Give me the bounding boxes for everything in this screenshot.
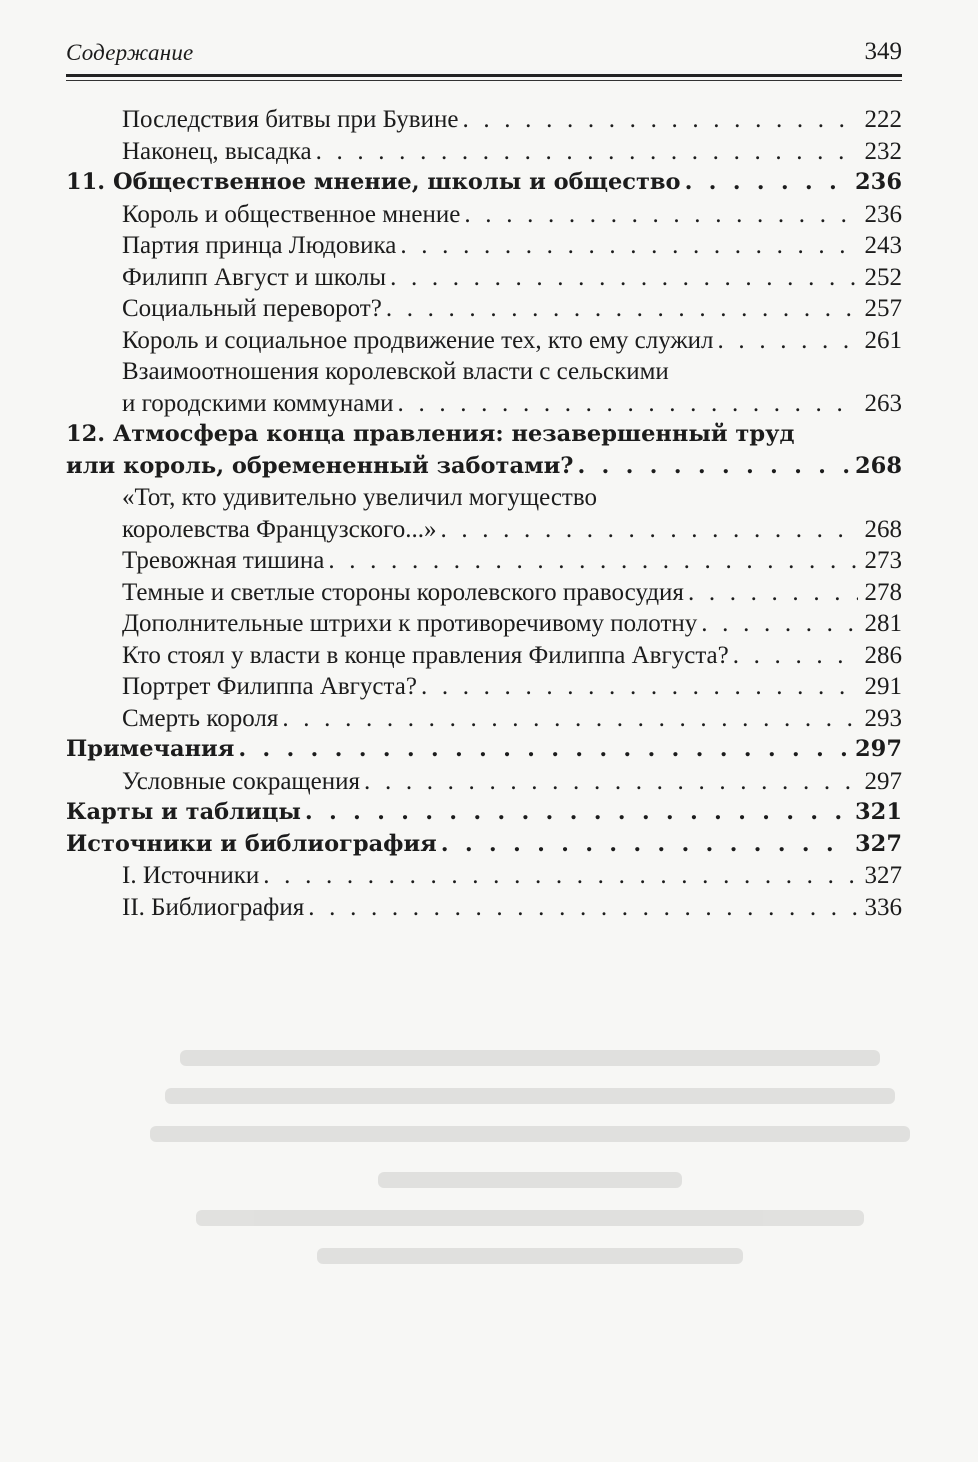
toc-entry-title: Портрет Филиппа Августа? [122,673,417,700]
dot-leader [733,640,858,672]
toc-entry-title: Примечания [66,736,235,762]
dot-leader [328,545,858,577]
toc-entry-row [122,199,902,231]
toc-entry-row [122,293,902,325]
toc-section-entry [66,136,902,168]
toc-entry-title: Наконец, высадка [122,137,312,165]
toc-page-number: 273 [864,547,902,574]
toc-chapter-entry [66,167,902,199]
toc-page-number: 232 [864,137,902,165]
reverse-side-show-through [150,1050,910,1270]
toc-section-entry [66,545,902,577]
toc-entry-row [122,545,902,577]
toc-page-number: 236 [864,200,902,228]
dot-leader [685,167,849,199]
toc-section-entry [66,356,902,419]
toc-page-number: 281 [864,610,902,637]
dot-leader [400,230,858,262]
toc-section-entry [66,640,902,672]
dot-leader [316,136,858,168]
toc-entry-row [122,892,902,924]
dot-leader [364,766,858,798]
toc-page-number: 261 [864,326,902,354]
dot-leader [718,325,858,357]
toc-section-entry [66,293,902,325]
toc-entry-title: Король и социальное продвижение тех, кто ему служил [122,326,714,354]
toc-section-entry [66,230,902,262]
toc-entry-title-line: Взаимоотношения королевской власти с сельскими [122,358,669,385]
toc-section-entry [66,892,902,924]
dot-leader [263,860,858,892]
toc-entry-title-line: «Тот, кто удивительно увеличил могущество [122,484,597,511]
toc-page-number: 252 [864,263,902,291]
toc-entry-row [122,703,902,735]
toc-entry-row [122,640,902,672]
toc-page-number: 278 [864,578,902,606]
toc-page-number: 293 [864,704,902,732]
toc-section-entry [66,262,902,294]
dot-leader [462,104,858,136]
page-number: 349 [864,38,902,65]
toc-entry-row [122,577,902,609]
running-head [66,38,902,72]
dot-leader [577,451,849,483]
toc-entry-title: Король и общественное мнение [122,200,461,228]
toc-page-number: 327 [855,830,902,857]
toc-section-entry [66,199,902,231]
toc-page-number: 291 [864,673,902,700]
dot-leader [305,797,849,829]
toc-entry-row [122,388,902,420]
toc-page-number: 268 [864,515,902,543]
toc-entry-row [66,734,902,766]
toc-section-entry [66,608,902,640]
dot-leader [441,829,849,861]
toc-entry-row [122,860,902,892]
toc-entry-title-line: 12. Атмосфера конца правления: незавершенный труд [66,421,795,447]
table-of-contents [66,104,902,923]
toc-entry-title: Тревожная тишина [122,547,325,574]
toc-page-number: 263 [864,389,902,417]
toc-entry-row [122,262,902,294]
toc-entry-row [122,608,902,640]
toc-entry-title: или король, обремененный заботами? [66,452,574,479]
running-title: Содержание [66,40,194,65]
header-rule-thick [66,74,902,77]
dot-leader [464,199,858,231]
toc-section-entry [66,577,902,609]
toc-entry-title: и городскими коммунами [122,389,394,417]
toc-page-number: 268 [855,452,902,479]
toc-entry-row [122,766,902,798]
toc-chapter-entry [66,797,902,829]
toc-chapter-entry [66,829,902,861]
toc-entry-row [66,451,902,483]
toc-entry-row [122,104,902,136]
toc-section-entry [66,671,902,703]
toc-entry-title: Последствия битвы при Бувине [122,106,459,133]
toc-entry-row [122,230,902,262]
toc-page-number: 321 [855,799,902,825]
toc-entry-title: 11. Общественное мнение, школы и общество [66,169,681,195]
header-rule-thin [66,80,902,81]
toc-section-entry [66,860,902,892]
toc-section-entry [66,703,902,735]
dot-leader [390,262,858,294]
toc-entry-title: Карты и таблицы [66,799,301,825]
toc-page-number: 327 [864,862,902,889]
toc-section-entry [66,325,902,357]
toc-entry-title: Филипп Август и школы [122,263,387,291]
toc-entry-title: Смерть короля [122,704,279,732]
toc-chapter-entry [66,419,902,482]
toc-page-number: 297 [864,767,902,795]
toc-page-number: 222 [864,106,902,133]
toc-page-number: 286 [864,641,902,669]
toc-page-number: 236 [855,169,902,195]
dot-leader [386,293,858,325]
toc-section-entry [66,766,902,798]
toc-entry-title: II. Библиография [122,893,305,921]
dot-leader [282,703,858,735]
toc-entry-title: Темные и светлые стороны королевского правосудия [122,578,684,606]
toc-entry-title: Партия принца Людовика [122,232,397,259]
toc-entry-title: королевства Французского...» [122,515,437,543]
toc-entry-row [122,514,902,546]
dot-leader [421,671,858,703]
toc-entry-row [66,797,902,829]
dot-leader [398,388,858,420]
toc-entry-row [122,136,902,168]
toc-entry-row [66,829,902,861]
toc-entry-title: Источники и библиография [66,830,437,857]
dot-leader [701,608,858,640]
toc-section-entry [66,104,902,136]
toc-section-entry [66,482,902,545]
toc-entry-title: Кто стоял у власти в конце правления Филиппа Августа? [122,641,729,669]
toc-entry-title: Дополнительные штрихи к противоречивому полотну [122,610,698,637]
toc-entry-title: Социальный переворот? [122,295,382,322]
toc-entry-title: Условные сокращения [122,767,361,795]
toc-chapter-entry [66,734,902,766]
dot-leader [688,577,858,609]
toc-entry-row [122,325,902,357]
toc-entry-row [122,671,902,703]
toc-page-number: 243 [864,232,902,259]
toc-page-number: 297 [855,736,902,762]
dot-leader [238,734,849,766]
toc-page-number: 257 [864,295,902,322]
toc-page-number: 336 [864,893,902,921]
toc-entry-title: I. Источники [122,862,260,889]
dot-leader [440,514,858,546]
dot-leader [308,892,858,924]
toc-entry-row [66,167,902,199]
